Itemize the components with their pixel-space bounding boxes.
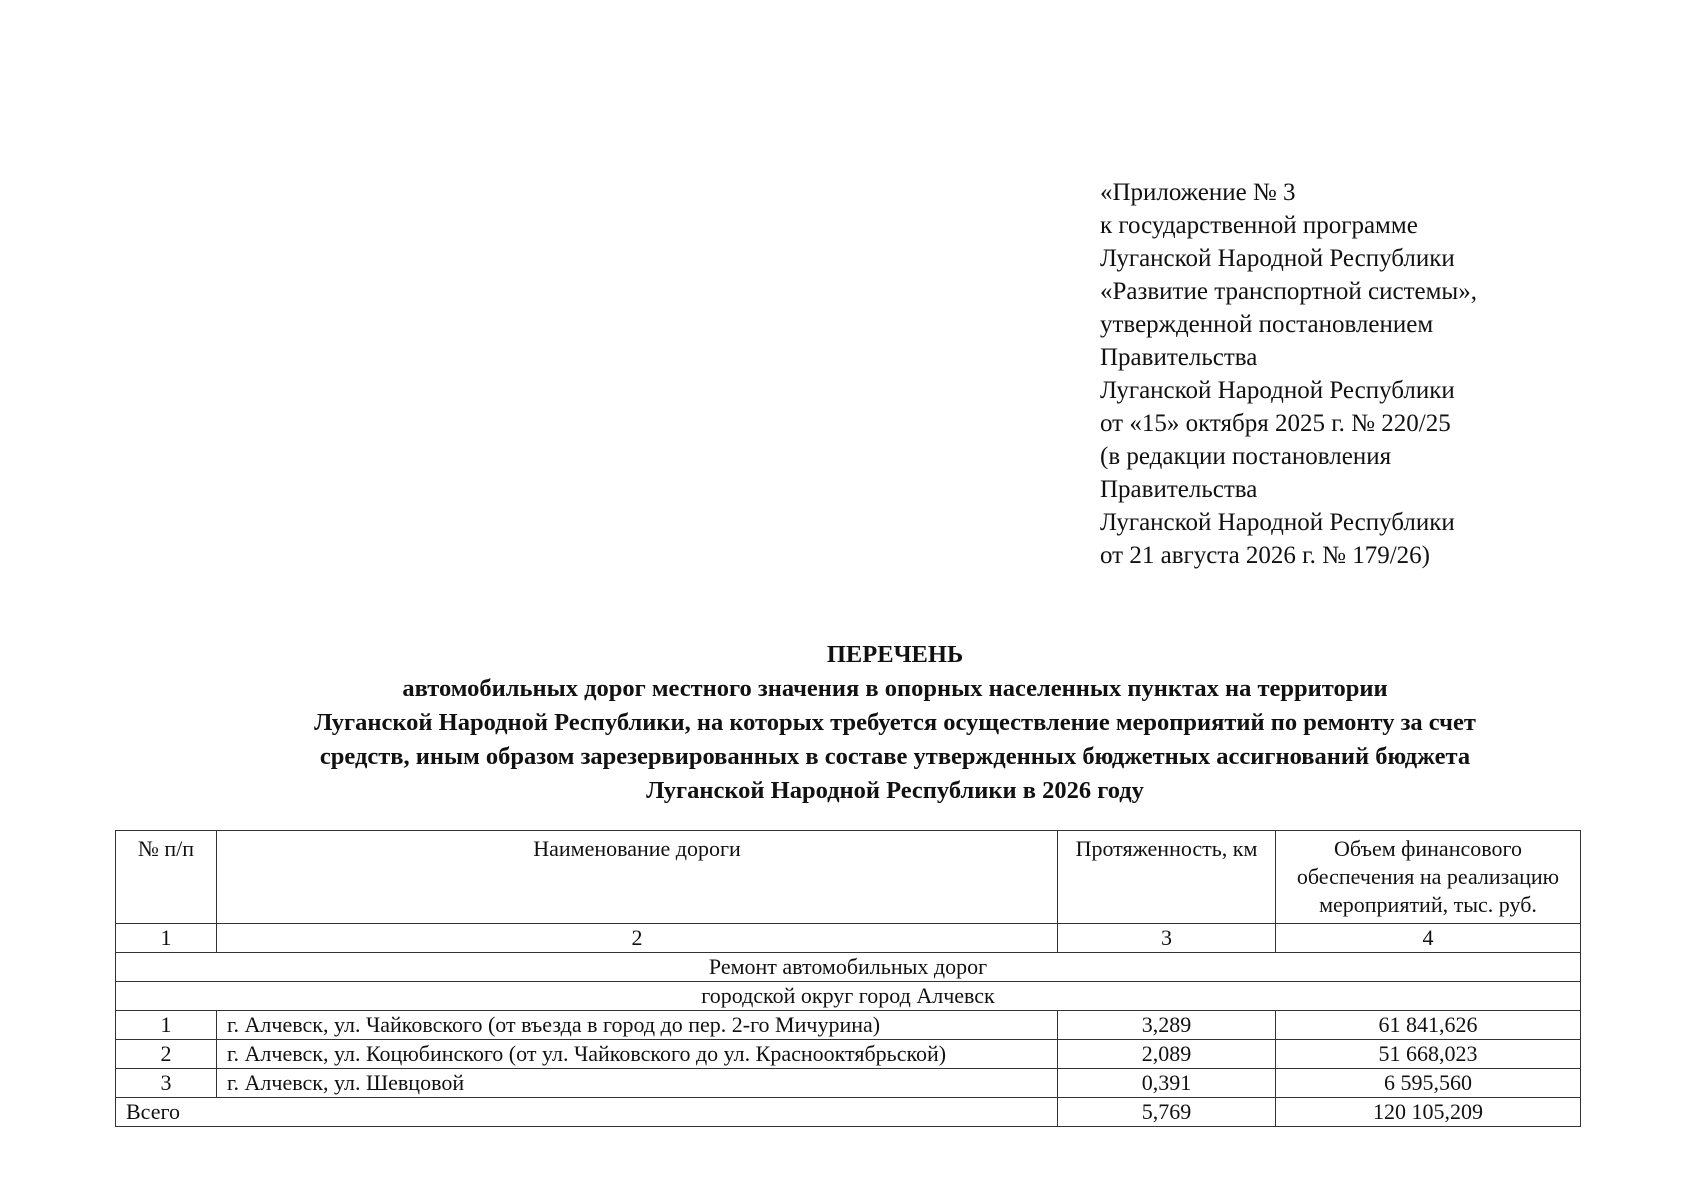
table-row <box>116 1011 1581 1040</box>
appendix-line: Правительства <box>1100 476 1258 503</box>
document-title <box>0 638 1697 808</box>
column-number: 1 <box>116 924 217 953</box>
row-num: 1 <box>116 1011 217 1040</box>
header-funding: Объем финансового обеспечения на реализацию мероприятий, тыс. руб. <box>1276 831 1581 924</box>
subsection-title: городской округ город Алчевск <box>116 982 1581 1011</box>
title-line: автомобильных дорог местного значения в опорных населенных пунктах на территории <box>402 675 1388 702</box>
appendix-line: от «15» октября 2025 г. № 220/25 <box>1100 410 1451 437</box>
row-road-name: г. Алчевск, ул. Чайковского (от въезда в город до пер. 2-го Мичурина) <box>217 1011 1058 1040</box>
appendix-line: Луганской Народной Республики <box>1100 509 1455 536</box>
column-number: 3 <box>1058 924 1276 953</box>
section-row <box>116 953 1581 982</box>
row-road-name: г. Алчевск, ул. Шевцовой <box>217 1069 1058 1098</box>
header-num: № п/п <box>116 831 217 924</box>
table-row <box>116 1040 1581 1069</box>
title-heading: ПЕРЕЧЕНЬ <box>826 641 964 668</box>
table-header-row <box>116 831 1581 924</box>
row-funding: 6 595,560 <box>1276 1069 1581 1098</box>
appendix-line: «Развитие транспортной системы», <box>1100 278 1477 305</box>
row-road-name: г. Алчевск, ул. Коцюбинского (от ул. Чайковского до ул. Краснооктябрьской) <box>217 1040 1058 1069</box>
table-row <box>116 1069 1581 1098</box>
appendix-line: утвержденной постановлением <box>1100 311 1434 338</box>
row-length: 0,391 <box>1058 1069 1276 1098</box>
roads-table <box>115 830 1581 1127</box>
column-number: 2 <box>217 924 1058 953</box>
row-num: 2 <box>116 1040 217 1069</box>
appendix-line: (в редакции постановления <box>1100 443 1392 470</box>
appendix-line: к государственной программе <box>1100 212 1418 239</box>
header-name: Наименование дороги <box>217 831 1058 924</box>
column-numbers-row <box>116 924 1581 953</box>
row-length: 3,289 <box>1058 1011 1276 1040</box>
appendix-line: Правительства <box>1100 344 1258 371</box>
section-title: Ремонт автомобильных дорог <box>116 953 1581 982</box>
title-line: средств, иным образом зарезервированных в составе утвержденных бюджетных ассигнований бюджета <box>319 743 1471 770</box>
row-funding: 61 841,626 <box>1276 1011 1581 1040</box>
row-length: 2,089 <box>1058 1040 1276 1069</box>
appendix-block <box>1100 176 1620 572</box>
row-num: 3 <box>116 1069 217 1098</box>
title-line: Луганской Народной Республики в 2026 году <box>646 777 1144 804</box>
appendix-line: «Приложение № 3 <box>1100 179 1296 206</box>
total-label: Всего <box>116 1098 1058 1127</box>
subsection-row <box>116 982 1581 1011</box>
row-funding: 51 668,023 <box>1276 1040 1581 1069</box>
total-row <box>116 1098 1581 1127</box>
appendix-line: Луганской Народной Республики <box>1100 377 1455 404</box>
column-number: 4 <box>1276 924 1581 953</box>
appendix-line: от 21 августа 2026 г. № 179/26) <box>1100 542 1430 569</box>
appendix-line: Луганской Народной Республики <box>1100 245 1455 272</box>
title-line: Луганской Народной Республики, на которых требуется осуществление мероприятий по ремонту за счет <box>314 709 1476 736</box>
total-funding: 120 105,209 <box>1276 1098 1581 1127</box>
total-length: 5,769 <box>1058 1098 1276 1127</box>
header-length: Протяженность, км <box>1058 831 1276 924</box>
